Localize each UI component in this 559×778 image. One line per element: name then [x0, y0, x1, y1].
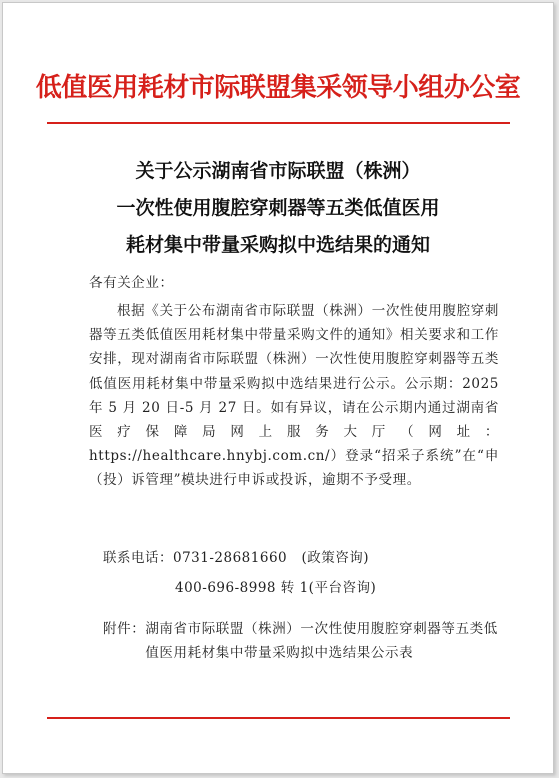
document-title — [3, 153, 553, 264]
header-red-rule — [47, 122, 510, 124]
contact-phone-platform: 400-696-8998 转 1(平台咨询) — [175, 580, 377, 596]
title-line-2: 一次性使用腹腔穿刺器等五类低值医用 — [116, 197, 440, 219]
salutation: 各有关企业： — [89, 275, 174, 291]
office-header-title: 低值医用耗材市际联盟集采领导小组办公室 — [35, 73, 521, 103]
attachment-note — [103, 617, 498, 665]
notice-paragraph: 根据《关于公布湖南省市际联盟（株洲）一次性使用腹腔穿刺器等五类低值医用耗材集中带量采购文件的通知》相关要求和工作安排，现对湖南省市际联盟（株洲）一次性使用腹腔穿刺器等五类低值医用耗材集中带量采购拟中选结果进行公示。公示期：2025 年 5 月 20 日-5 月 27 日。如有异议，请在公示期内通过湖南省医疗保障局网上服务大厅（网址：https://healthcare.hnybj.com.cn/）登录“招采子系统”在“申（投）诉管理”模块进行申诉或投诉，逾期不予受理。 — [89, 303, 499, 489]
attachment-text: 湖南省市际联盟（株洲）一次性使用腹腔穿刺器等五类低值医用耗材集中带量采购拟中选结果公示表 — [145, 621, 498, 662]
title-line-3: 耗材集中带量采购拟中选结果的通知 — [125, 234, 430, 256]
document-page — [2, 2, 554, 774]
title-line-1: 关于公示湖南省市际联盟（株洲） — [135, 160, 421, 182]
footer-red-rule — [47, 717, 510, 719]
contact-info — [103, 543, 523, 603]
contact-phone-policy: 联系电话：0731-28681660 (政策咨询) — [103, 550, 370, 566]
attachment-label: 附件： — [103, 621, 146, 637]
